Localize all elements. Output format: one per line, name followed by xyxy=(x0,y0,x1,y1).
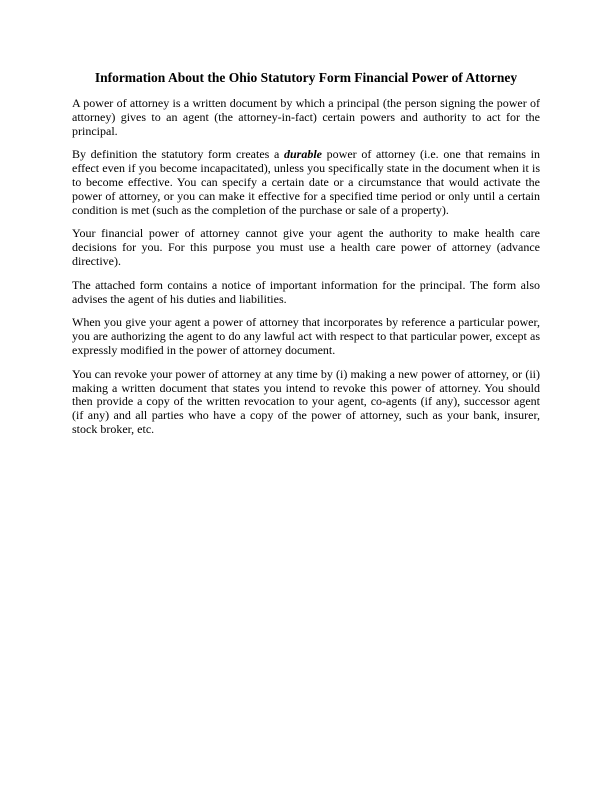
paragraph-incorporated-powers: When you give your agent a power of attorney that incorporates by reference a particular power, you are authorizing the agent to do any lawful act with respect to that particular power, except as expressly modified in the power of attorney document. xyxy=(72,315,540,357)
paragraph-power-of-attorney-definition: A power of attorney is a written document by which a principal (the person signing the power of attorney) gives to an agent (the attorney-in-fact) certain powers and authority to act for the principal. xyxy=(72,96,540,138)
document-title: Information About the Ohio Statutory Form Financial Power of Attorney xyxy=(94,70,518,85)
paragraph-durable-text-after: power of attorney (i.e. one that remains in effect even if you become incapacitated), unless you specifically state in the document when it is to become effective. You can specify a certain date or a circumstance that would activate the power of attorney, or you can make it effective for a specified time period or only until a certain condition is met (such as the completion of the purchase or sale of a property). xyxy=(72,147,540,217)
paragraph-attached-form-notice: The attached form contains a notice of important information for the principal. The form also advises the agent of his duties and liabilities. xyxy=(72,277,540,306)
paragraph-durable-statutory-form xyxy=(72,148,540,217)
paragraph-durable-text-before: By definition the statutory form creates a xyxy=(72,147,284,162)
durable-emphasized-word: durable xyxy=(283,147,322,162)
paragraph-health-care-limitation: Your financial power of attorney cannot give your agent the authority to make health care decisions for you. For this purpose you must use a health care power of attorney (advance directive). xyxy=(72,226,540,268)
paragraph-revocation: You can revoke your power of attorney at any time by (i) making a new power of attorney, or (ii) making a written document that states you intend to revoke this power of attorney. You should then provide a copy of the written revocation to your agent, co-agents (if any), successor agent (if any) and all parties who have a copy of the power of attorney, such as your bank, insurer, stock broker, etc. xyxy=(72,366,540,436)
